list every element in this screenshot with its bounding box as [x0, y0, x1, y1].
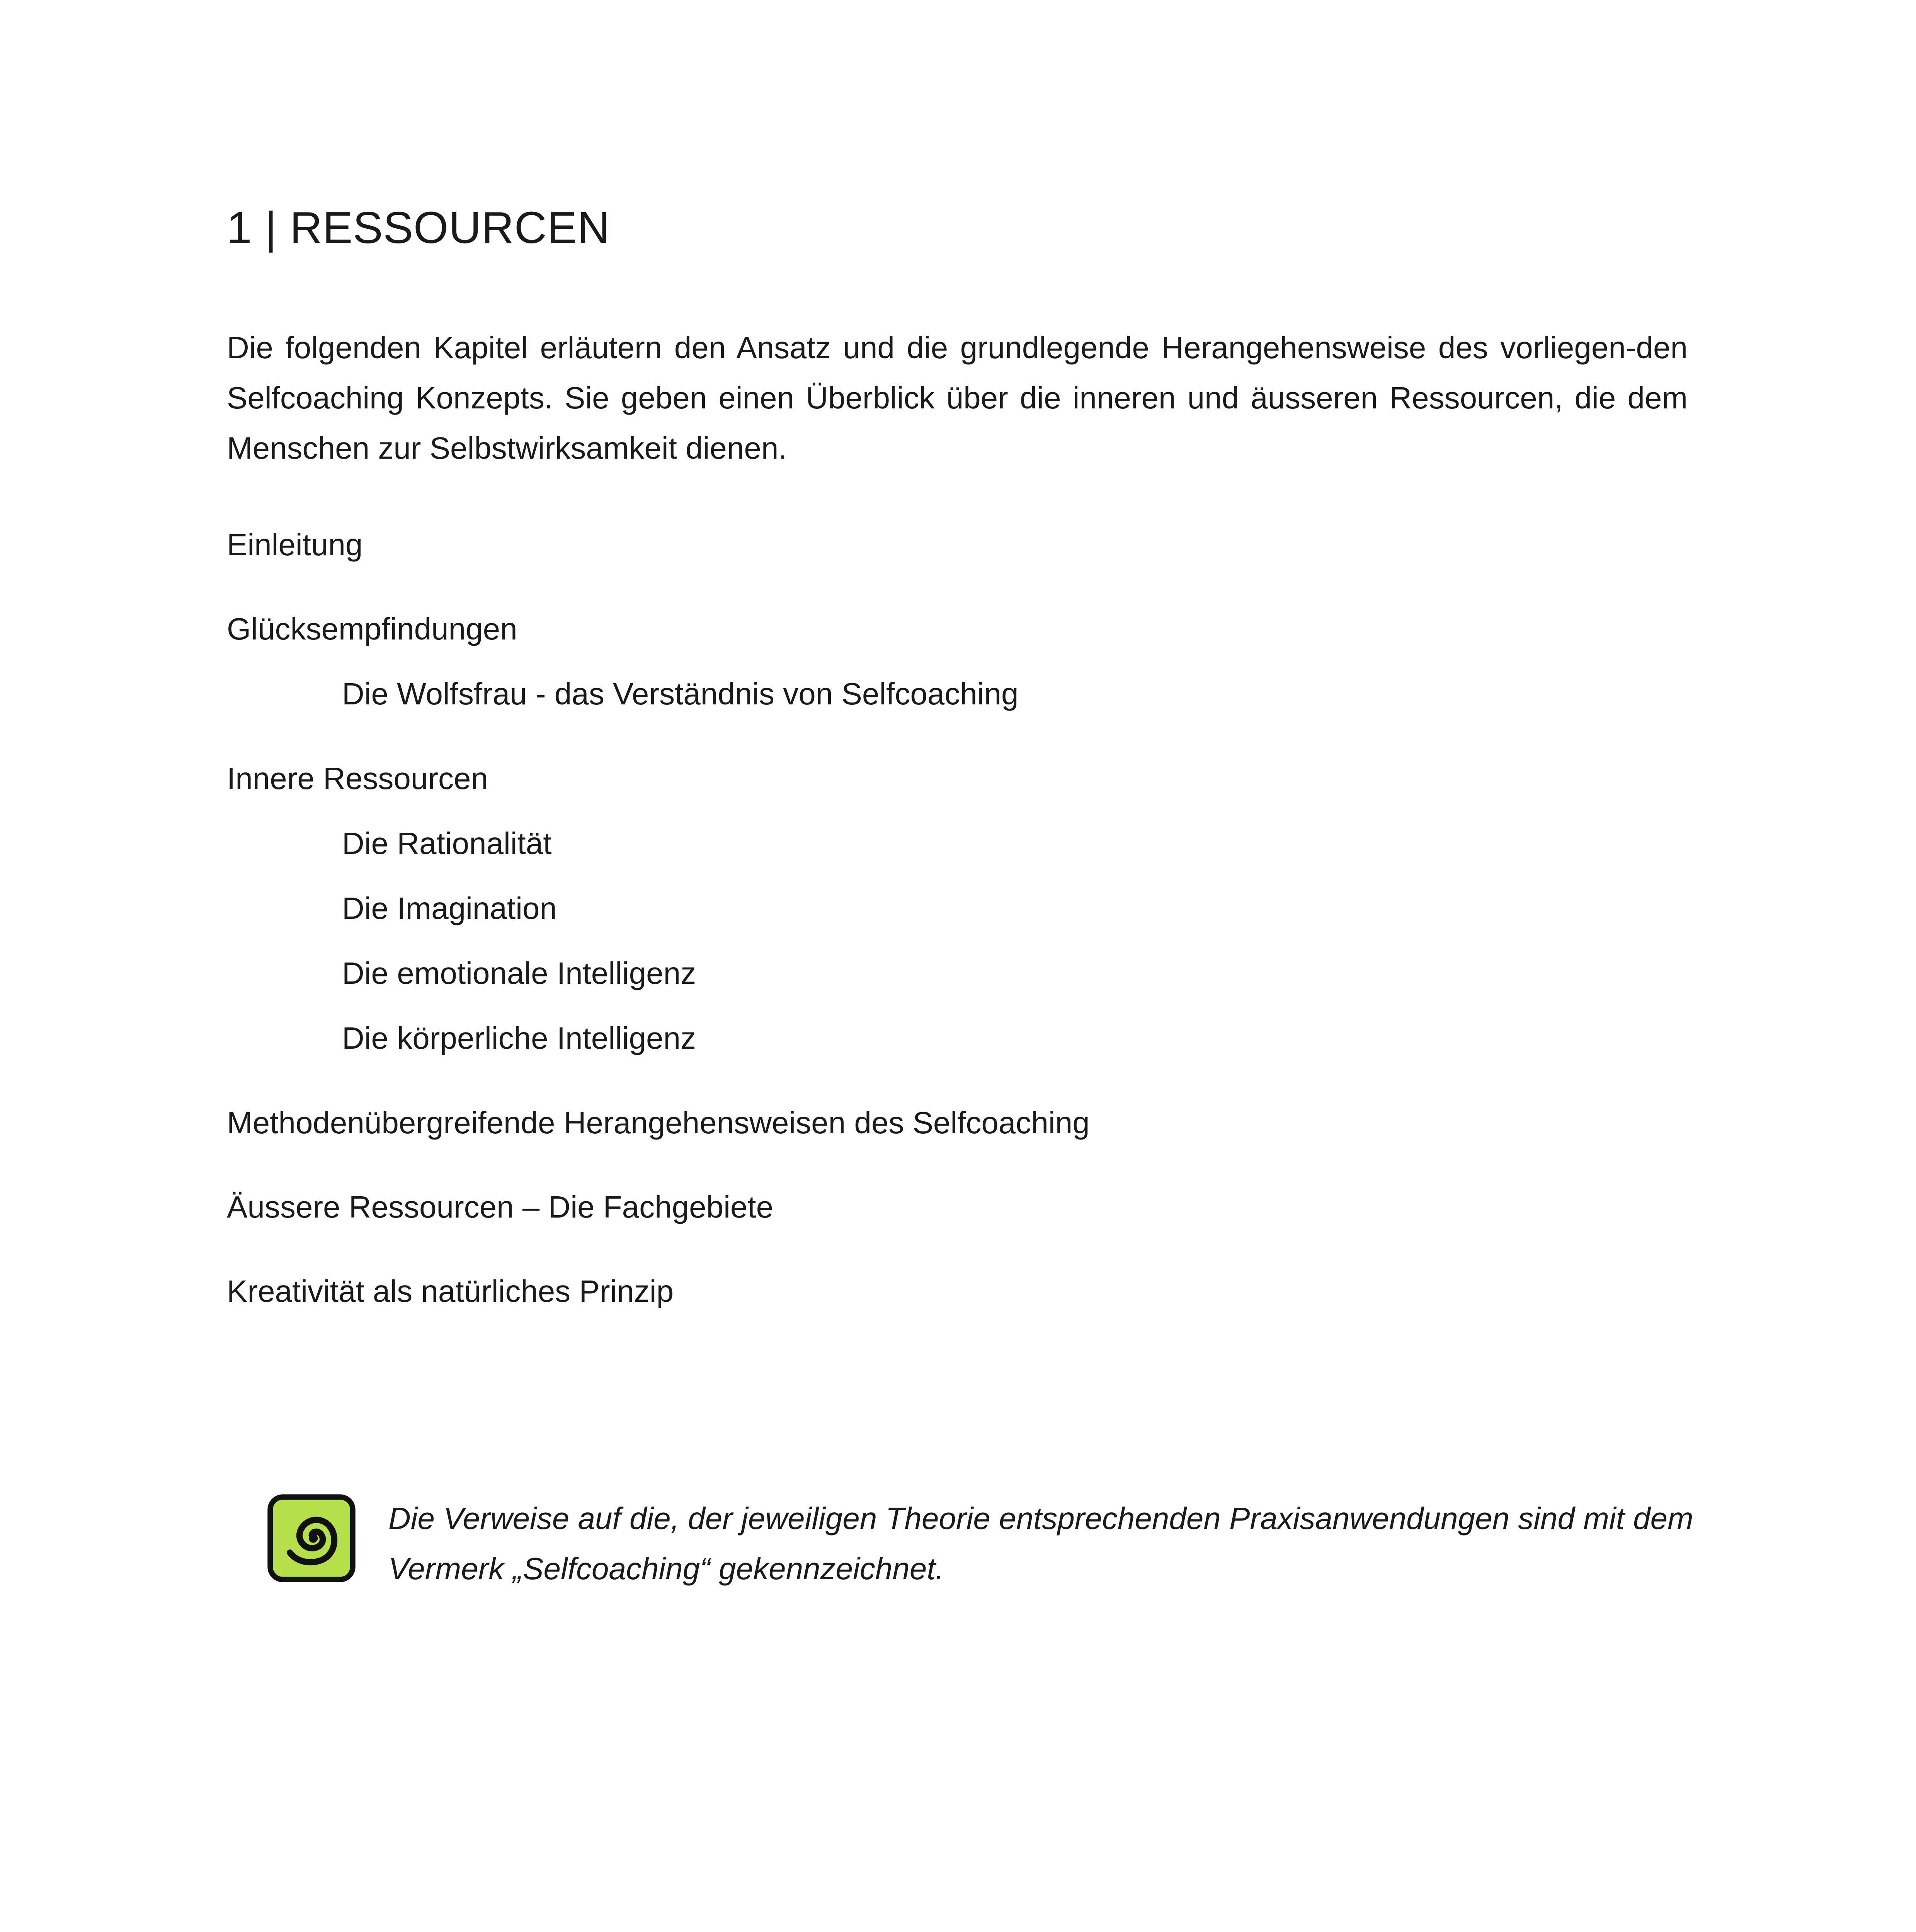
toc-item-einleitung: Einleitung	[227, 527, 363, 562]
toc-item-innere-ressourcen: Innere Ressourcen	[227, 761, 488, 796]
selfcoaching-spiral-icon	[267, 1493, 356, 1583]
toc-item-imagination: Die Imagination	[342, 891, 557, 925]
intro-paragraph: Die folgenden Kapitel erläutern den Ansatz und die grundlegende Herangehensweise des vorliegen-den Selfcoaching Konzepts. Sie geben einen Überblick über die inneren und äusseren Ressourcen, die dem Menschen zur Selbstwirksamkeit dienen.	[227, 330, 1688, 465]
toc-item-koerperliche-intelligenz: Die körperliche Intelligenz	[342, 1021, 696, 1055]
chapter-title: 1 | RESSOURCEN	[227, 202, 610, 253]
toc-item-wolfsfrau: Die Wolfsfrau - das Verständnis von Selfcoaching	[342, 677, 1019, 711]
selfcoaching-note	[267, 1493, 1696, 1609]
toc-item-aeussere-ressourcen: Äussere Ressourcen – Die Fachgebiete	[227, 1190, 774, 1224]
note-text: Die Verweise auf die, der jeweiligen Theorie entsprechenden Praxisanwendungen sind mit dem Vermerk „Selfcoaching“ gekennzeichnet.	[388, 1501, 1693, 1586]
toc-item-emotionale-intelligenz: Die emotionale Intelligenz	[342, 956, 696, 990]
toc-item-kreativitaet: Kreativität als natürliches Prinzip	[227, 1274, 674, 1308]
toc-item-gluecksempfindungen: Glücksempfindungen	[227, 612, 517, 646]
toc-item-methodenuebergreifende: Methodenübergreifende Herangehensweisen des Selfcoaching	[227, 1105, 1090, 1140]
toc-item-rationalitaet: Die Rationalität	[342, 826, 552, 861]
